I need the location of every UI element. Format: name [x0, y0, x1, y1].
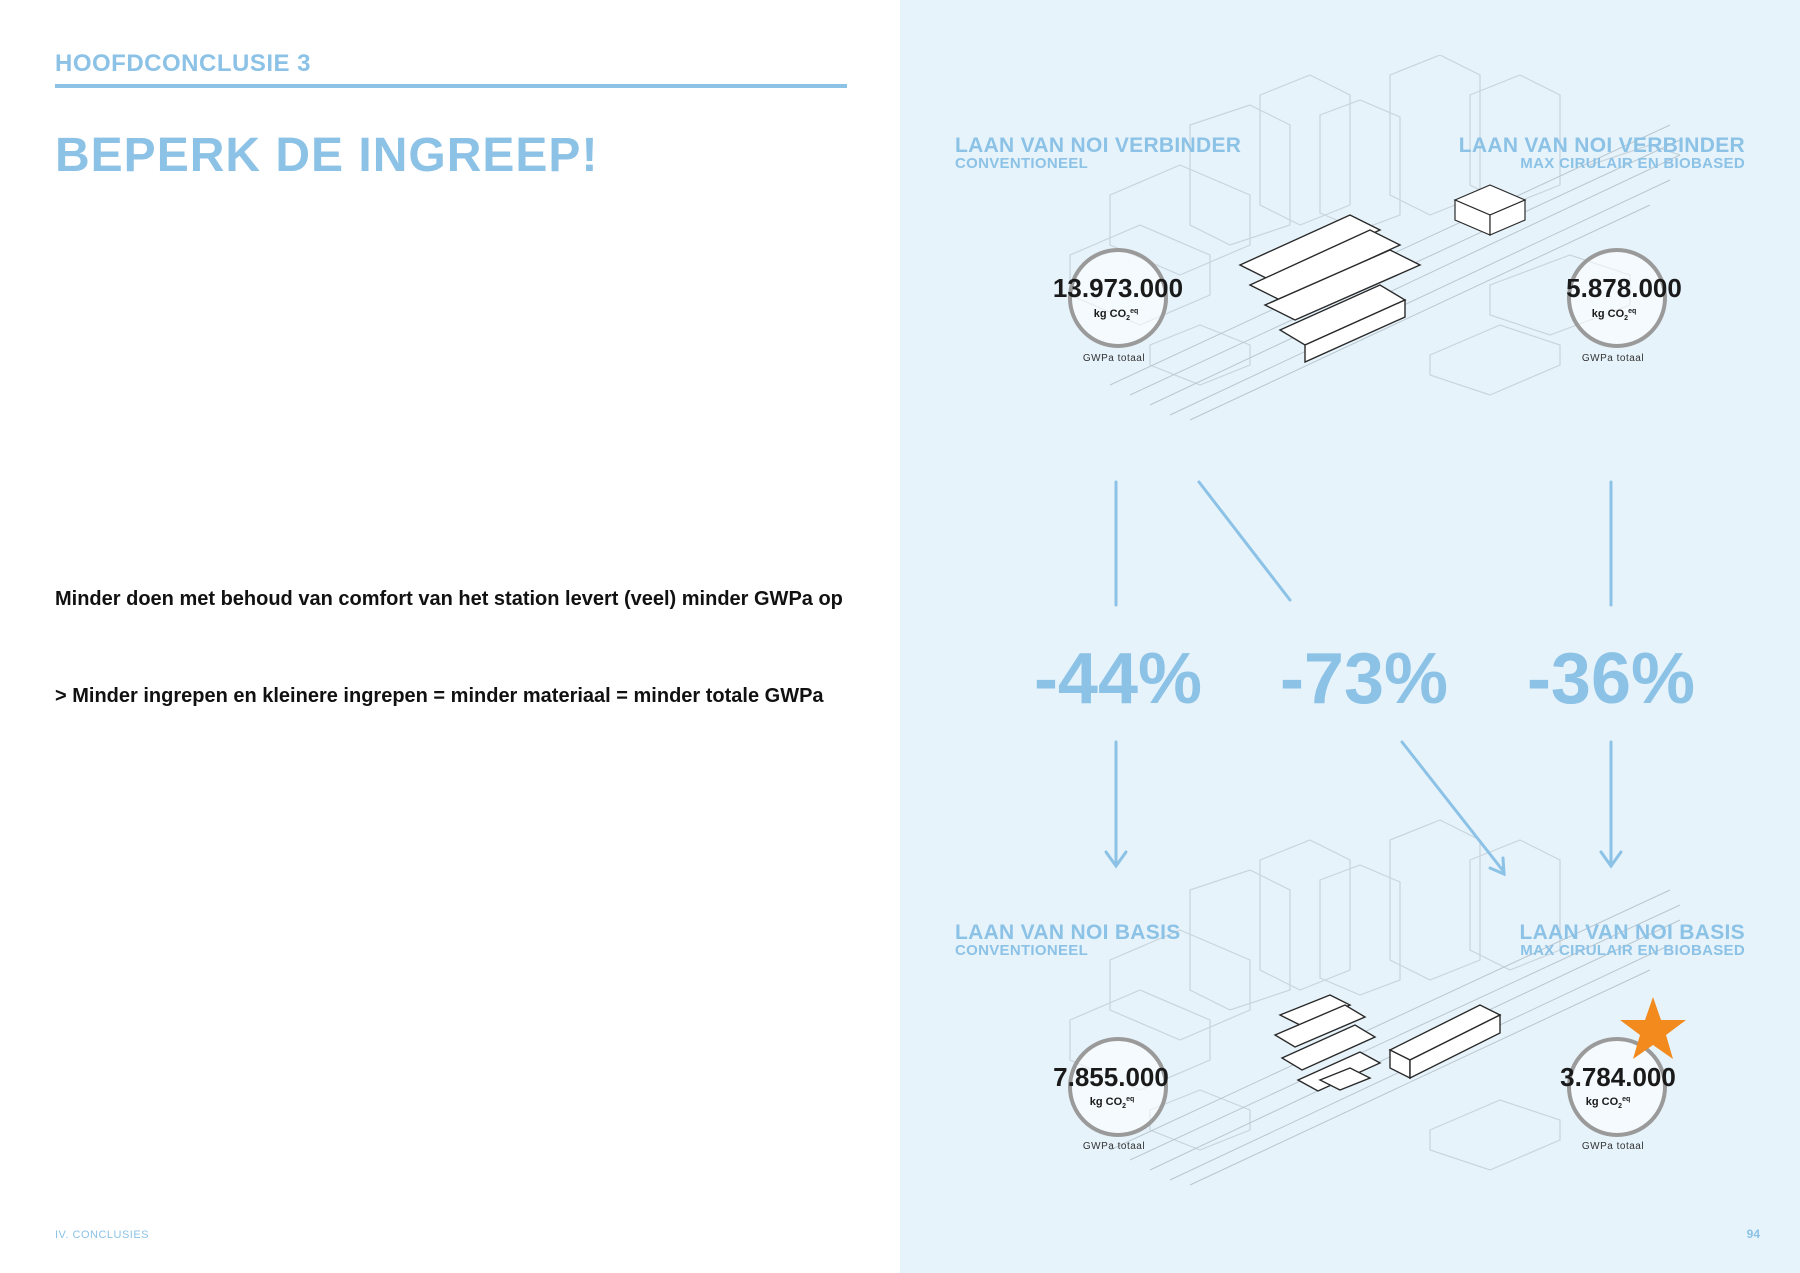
scenario-title-bottom-right: LAAN VAN NOI BASIS [1519, 921, 1745, 944]
arrow-diagonal-bottom [1402, 742, 1504, 872]
reduction-basis-conventioneel: -44% [1033, 639, 1203, 719]
scenario-subtitle-bottom-right: MAX CIRULAIR EN BIOBASED [1520, 942, 1745, 959]
scenario-subtitle-top-left: CONVENTIONEEL [955, 155, 1089, 172]
gwp-unit-bottom-right: kg $CO_2^{eq}$ [1585, 1096, 1631, 1111]
reduction-overall: -73% [1279, 639, 1449, 719]
gwp-caption-bottom-left: GWPa totaal [1082, 1141, 1146, 1152]
gwp-value-top-left: 13.973.000 [1052, 273, 1184, 303]
gwp-unit-top-right: kg $CO_2^{eq}$ [1591, 308, 1637, 323]
gwp-value-top-right: 5.878.000 [1566, 273, 1682, 303]
section-label: HOOFDCONCLUSIE 3 [55, 50, 312, 77]
scenario-title-top-left: LAAN VAN NOI VERBINDER [955, 134, 1242, 157]
scenario-title-top-right: LAAN VAN NOI VERBINDER [1458, 134, 1745, 157]
section-divider [55, 84, 847, 88]
gwp-value-bottom-left: 7.855.000 [1053, 1062, 1169, 1092]
gwp-caption-bottom-right: GWPa totaal [1581, 1141, 1645, 1152]
conclusion-explanation: > Minder ingrepen en kleinere ingrepen = minder materiaal = minder totale GWPa [55, 685, 824, 707]
arrowhead-diagonal [1490, 858, 1504, 874]
scenario-title-bottom-left: LAAN VAN NOI BASIS [955, 921, 1181, 944]
gwp-caption-top-left: GWPa totaal [1082, 353, 1146, 364]
arrow-line-diagonal-top [1199, 482, 1290, 600]
gwp-caption-top-right: GWPa totaal [1581, 353, 1645, 364]
star-icon [1618, 995, 1688, 1063]
reduction-verbinder-circulair: -36% [1526, 639, 1696, 719]
chapter-footer: IV. CONCLUSIES [55, 1229, 150, 1241]
gwp-unit-bottom-left: kg $CO_2^{eq}$ [1089, 1096, 1135, 1111]
conclusion-paragraph: Minder doen met behoud van comfort van het station levert (veel) minder GWPa op [55, 588, 843, 610]
page-number: 94 [1746, 1227, 1760, 1241]
scenario-subtitle-bottom-left: CONVENTIONEEL [955, 942, 1089, 959]
gwp-unit-top-left: kg $CO_2^{eq}$ [1093, 308, 1139, 323]
scenario-subtitle-top-right: MAX CIRULAIR EN BIOBASED [1520, 155, 1745, 172]
right-page [900, 0, 1800, 1273]
gwp-value-bottom-right: 3.784.000 [1560, 1062, 1676, 1092]
page-title: BEPERK DE INGREEP! [55, 129, 599, 182]
